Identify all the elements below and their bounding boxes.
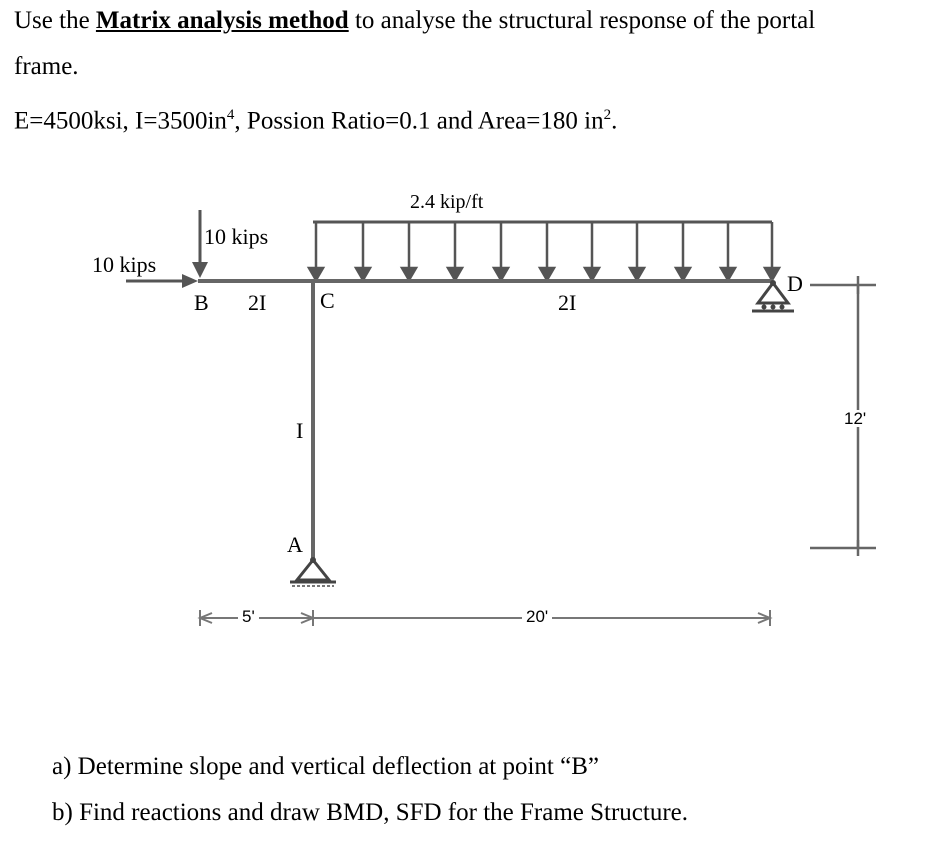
node-d-label: D	[787, 271, 803, 296]
question-b: b) Find reactions and draw BMD, SFD for the Frame Structure.	[52, 799, 688, 826]
problem-statement-line-1	[14, 6, 815, 36]
problem-statement-line-2: frame.	[14, 53, 79, 80]
span-dimension-label: 20'	[522, 608, 552, 625]
node-a-label: A	[287, 532, 303, 557]
beam-stiffness-label: 2I	[558, 290, 577, 315]
overhang-stiffness-label: 2I	[248, 290, 267, 315]
column-stiffness-label: I	[296, 418, 304, 443]
span-dimension	[200, 610, 770, 626]
horizontal-load-label: 10 kips	[92, 252, 157, 277]
udl-arrows	[309, 222, 779, 280]
props-part-1: E=4500ksi, I=3500in	[14, 107, 227, 135]
props-exponent-area: 2	[603, 107, 612, 123]
method-name: Matrix analysis method	[95, 7, 349, 34]
node-b-label: B	[194, 290, 209, 315]
point-load-horizontal-head	[182, 274, 198, 288]
height-dimension-label: 12'	[840, 410, 870, 427]
props-exponent-inertia: 4	[226, 107, 235, 123]
node-c-label: C	[320, 288, 335, 313]
pin-support-a	[290, 557, 336, 586]
frame-drawing	[80, 180, 930, 680]
props-part-2: , Possion Ratio=0.1 and Area=180 in	[234, 107, 604, 135]
udl-label: 2.4 kip/ft	[410, 191, 484, 213]
question-a: a) Determine slope and vertical deflection at point “B”	[52, 753, 599, 780]
overhang-dimension-label: 5'	[238, 608, 259, 625]
portal-frame-figure	[80, 180, 930, 680]
intro-text-rest: to analyse the structural response of the portal	[348, 7, 816, 34]
props-end: .	[611, 107, 618, 135]
material-properties	[14, 100, 617, 136]
vertical-load-label: 10 kips	[204, 224, 269, 249]
intro-text: Use the	[14, 7, 96, 34]
point-load-vertical-head	[192, 262, 208, 278]
